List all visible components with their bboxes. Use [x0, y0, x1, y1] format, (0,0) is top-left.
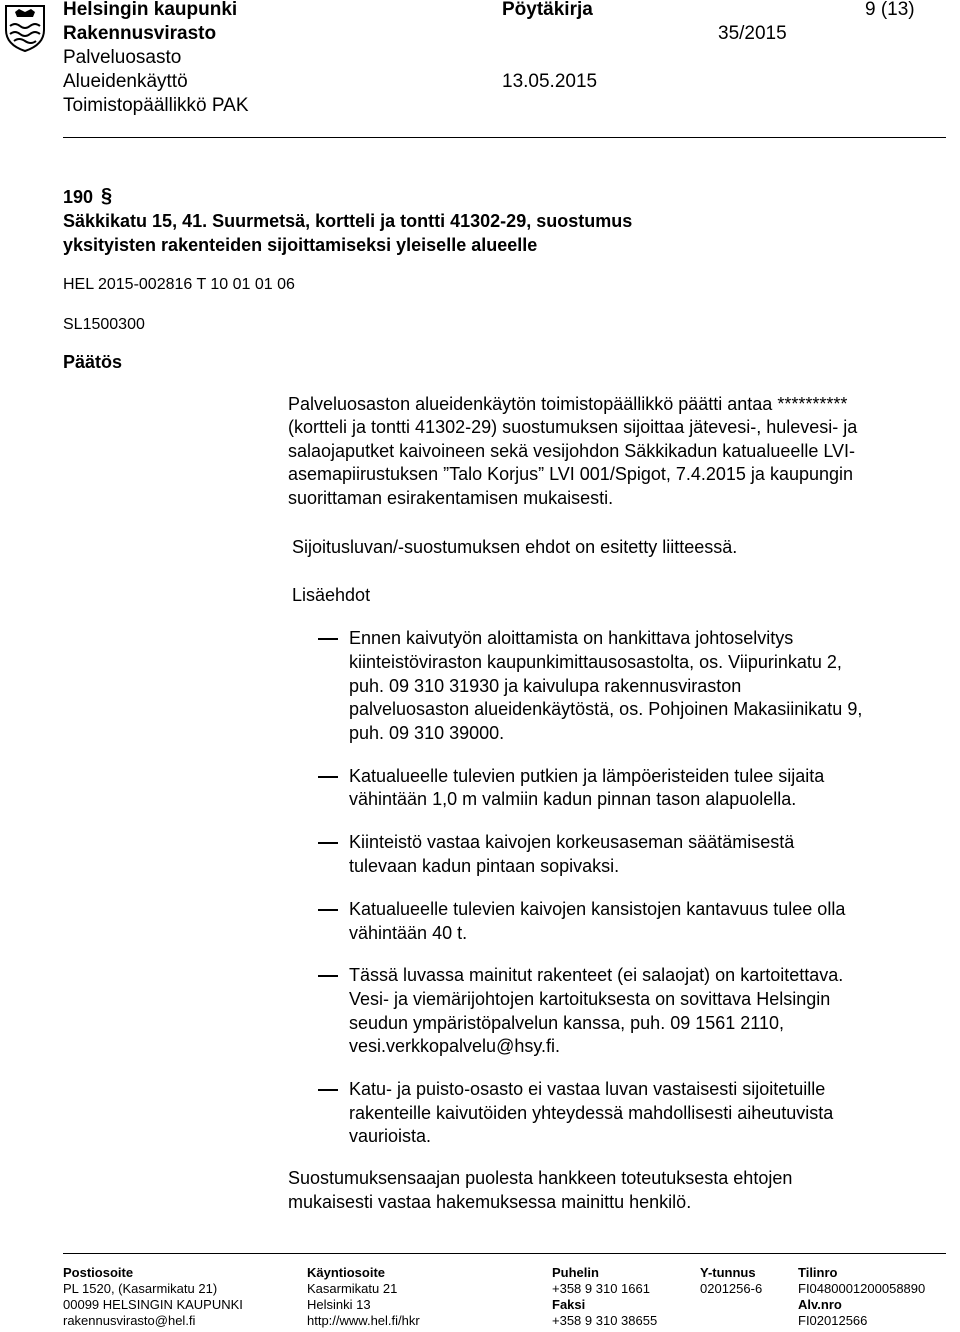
header-city: Helsingin kaupunki	[63, 0, 238, 20]
header-agency: Rakennusvirasto	[63, 23, 217, 44]
hel-diary-code: HEL 2015-002816 T 10 01 01 06	[63, 276, 295, 293]
footer-fax-number: +358 9 310 38655	[552, 1313, 658, 1328]
section-title-line-2: yksityisten rakenteiden sijoittamiseksi yleiselle alueelle	[63, 235, 538, 255]
condition-2-line-1: Katualueelle tulevien putkien ja lämpöeristeiden tulee sijaita	[349, 766, 825, 786]
conditions-note: Sijoitusluvan/-suostumuksen ehdot on esitetty liitteessä.	[292, 537, 738, 557]
condition-6-line-3: vaurioista.	[349, 1126, 432, 1146]
condition-5-line-1: Tässä luvassa mainitut rakenteet (ei salaojat) on kartoitettava.	[349, 965, 844, 985]
decision-text-line-1: Palveluosaston alueidenkäytön toimistopäällikkö päätti antaa **********	[288, 394, 848, 414]
footer-visit-line-1: Kasarmikatu 21	[307, 1281, 398, 1296]
footer-fax-heading: Faksi	[552, 1297, 586, 1312]
header-official: Toimistopäällikkö PAK	[63, 95, 249, 116]
footer-visit-heading: Käyntiosoite	[307, 1265, 386, 1280]
header-page-number: 9 (13)	[865, 0, 915, 20]
bullet-dash-icon	[318, 1089, 338, 1091]
condition-5-line-2: Vesi- ja viemärijohtojen kartoituksesta on sovittava Helsingin	[349, 989, 831, 1009]
bullet-dash-icon	[318, 909, 338, 911]
section-title-line-1: Säkkikatu 15, 41. Suurmetsä, kortteli ja tontti 41302-29, suostumus	[63, 211, 633, 231]
closing-line-1: Suostumuksensaajan puolesta hankkeen toteutuksesta ehtojen	[288, 1168, 793, 1188]
footer-account-heading: Tilinro	[798, 1265, 838, 1280]
decision-text-line-4: asemapiirustuksen ”Talo Korjus” LVI 001/Spigot, 7.4.2015 ja kaupungin	[288, 464, 854, 484]
header-unit: Alueidenkäyttö	[63, 71, 188, 92]
condition-5-line-3: seudun ympäristöpalvelun kanssa, puh. 09 1561 2110,	[349, 1013, 784, 1033]
closing-line-2: mukaisesti vastaa hakemuksessa mainittu henkilö.	[288, 1192, 692, 1212]
header-minutes-number: 35/2015	[718, 23, 787, 44]
bullet-dash-icon	[318, 842, 338, 844]
footer-postal-line-2: 00099 HELSINGIN KAUPUNKI	[63, 1297, 243, 1312]
condition-2-line-2: vähintään 1,0 m valmiin kadun pinnan tason alapuolella.	[349, 789, 797, 809]
bullet-dash-icon	[318, 638, 338, 640]
section-mark-icon: §	[101, 185, 113, 207]
section-number: 190	[63, 187, 94, 207]
condition-1-line-2: kiinteistöviraston kaupunkimittausosastolta, os. Viipurinkatu 2,	[349, 652, 842, 672]
footer-account-number: FI0480001200058890	[798, 1281, 926, 1296]
condition-6-line-1: Katu- ja puisto-osasto ei vastaa luvan vastaisesti sijoitetuille	[349, 1079, 826, 1099]
footer-postal-line-1: PL 1520, (Kasarmikatu 21)	[63, 1281, 218, 1296]
decision-heading: Päätös	[63, 352, 123, 372]
decision-text-line-5: suorittaman esirakentamisen mukaisesti.	[288, 488, 614, 508]
header-divider	[63, 137, 946, 138]
header-doc-type: Pöytäkirja	[502, 0, 593, 20]
footer-postal-heading: Postiosoite	[63, 1265, 134, 1280]
decision-text-line-2: (kortteli ja tontti 41302-29) suostumuksen sijoittaa jätevesi-, hulevesi- ja	[288, 417, 858, 437]
condition-1-line-4: palveluosaston alueidenkäytöstä, os. Pohjoinen Makasiinikatu 9,	[349, 699, 863, 719]
sl-code: SL1500300	[63, 316, 145, 333]
header-department: Palveluosasto	[63, 47, 182, 68]
header-date: 13.05.2015	[502, 71, 598, 92]
footer-vat-heading: Alv.nro	[798, 1297, 842, 1312]
footer-business-id: 0201256-6	[700, 1281, 763, 1296]
condition-1-line-5: puh. 09 310 39000.	[349, 723, 505, 743]
footer-phone-number: +358 9 310 1661	[552, 1281, 650, 1296]
condition-1-line-1: Ennen kaivutyön aloittamista on hankittava johtoselvitys	[349, 628, 794, 648]
helsinki-crest-logo	[4, 4, 46, 52]
footer-email-link[interactable]: rakennusvirasto@hel.fi	[63, 1313, 196, 1328]
bullet-dash-icon	[318, 975, 338, 977]
footer-business-id-heading: Y-tunnus	[700, 1265, 756, 1280]
decision-text-line-3: salaojaputket kaivoineen sekä vesijohdon Säkkikadun katualueelle LVI-	[288, 441, 856, 461]
footer-divider	[63, 1253, 946, 1254]
condition-3-line-2: tulevaan kadun pintaan sopivaksi.	[349, 856, 620, 876]
condition-5-line-4: vesi.verkkopalvelu@hsy.fi.	[349, 1036, 561, 1056]
condition-3-line-1: Kiinteistö vastaa kaivojen korkeusaseman säätämisestä	[349, 832, 795, 852]
condition-1-line-3: puh. 09 310 31930 ja kaivulupa rakennusviraston	[349, 676, 742, 696]
bullet-dash-icon	[318, 776, 338, 778]
footer-vat-number: FI02012566	[798, 1313, 868, 1328]
footer-website-link[interactable]: http://www.hel.fi/hkr	[307, 1313, 420, 1328]
condition-4-line-1: Katualueelle tulevien kaivojen kansistojen kantavuus tulee olla	[349, 899, 846, 919]
footer-visit-line-2: Helsinki 13	[307, 1297, 371, 1312]
footer-phone-heading: Puhelin	[552, 1265, 599, 1280]
extra-conditions-heading: Lisäehdot	[292, 585, 371, 605]
condition-4-line-2: vähintään 40 t.	[349, 923, 468, 943]
condition-6-line-2: rakenteille kaivutöiden yhteydessä mahdollisesti aiheutuvista	[349, 1103, 834, 1123]
